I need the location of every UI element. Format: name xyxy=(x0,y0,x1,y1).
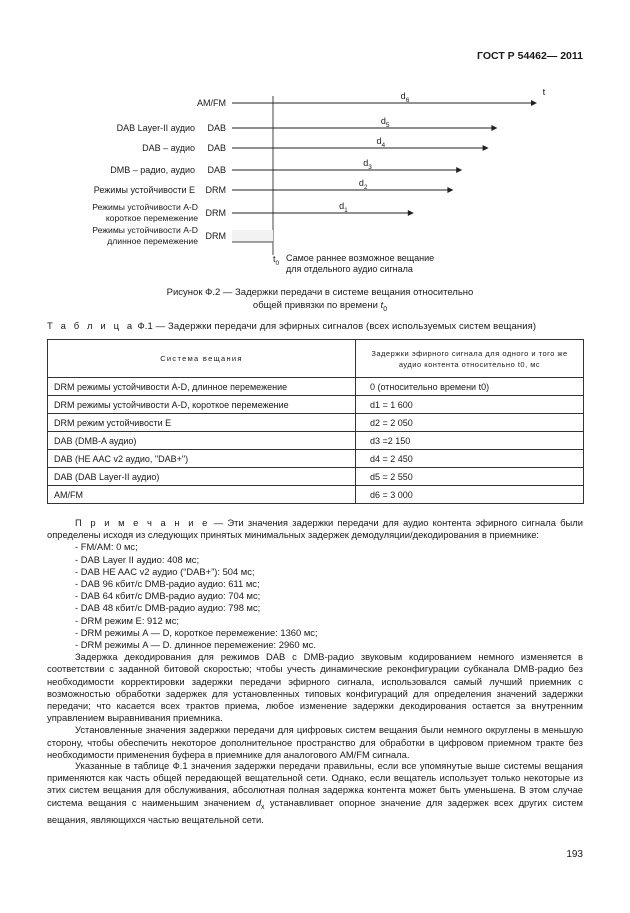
table-cell-delay: d4 = 2 450 xyxy=(356,450,584,468)
row-system: DRM xyxy=(205,185,226,195)
row-label: Режимы устойчивости A-D xyxy=(92,202,198,212)
arrow-head xyxy=(408,210,414,216)
row-system: DRM xyxy=(205,208,226,218)
row-label: AM/FM xyxy=(197,98,226,108)
row-system: DAB xyxy=(207,165,226,175)
row-label: Режимы устойчивости E xyxy=(93,185,195,195)
table-row xyxy=(48,486,584,504)
table-cell-system: DAB (DMB-A аудио) xyxy=(48,432,356,450)
main-paragraph: Указанные в таблице Ф.1 значения задержки передачи правильны, если все упомянутые выше системы вещания применяются как часть общей передающей вещательной сети. Однако, если вещатель использует только некоторые из этих систем вещания для обслуживания, абсолютная полная задержка контента может быть уменьшена. В этом случае система вещания с наименьшим значением $d_x$ устанавливает опорное значение для задержек всех других систем вещания, являющихся частью вещательной сети. xyxy=(47,760,583,825)
t0-label: $t_0$ xyxy=(273,254,280,267)
t0-note-line2: для отдельного аудио сигнала xyxy=(286,264,413,274)
arrow-head xyxy=(456,167,462,173)
row-label: DAB – аудио xyxy=(142,143,195,153)
delay-table xyxy=(47,339,584,504)
note-list-item: - FM/AM: 0 мс; xyxy=(75,541,138,553)
note-list-item: - DAB 48 кбит/с DMB-радио аудио: 798 мс; xyxy=(75,602,261,614)
row-label: длинное перемежение xyxy=(107,236,198,246)
note-block xyxy=(47,517,583,761)
delay-label: $d_4$ xyxy=(376,136,386,149)
table-cell-delay: 0 (относительно времени t0) xyxy=(356,378,584,396)
row-label: Режимы устойчивости A-D xyxy=(92,225,198,235)
t0-note-line1: Самое раннее возможное вещание xyxy=(286,253,435,263)
note-para1: Задержка декодирования для режимов DAB с DMB-радио звуковым кодированием немного изменяется в соответствии с заданной битовой скоростью; чтобы учесть динамические реконфигурации субканала DMB-радио без необходимости корректировки задержки передачи эфирного сигнала, использовался самый лучший приемник с возможностью обработки задержек для установленных типовых конфигураций для определения значений задержки передачи; что касается всех трактов приема, любое изменение задержки декодирования остается за внутренним управлением выравнивания приемника. xyxy=(47,651,583,724)
table-cell-system: DAB (HE AAC v2 аудио, "DAB+") xyxy=(48,450,356,468)
row-system: DAB xyxy=(207,123,226,133)
note-list-item: - DAB HE AAC v2 аудио (“DAB+”): 504 мс; xyxy=(75,565,255,577)
page-number: 193 xyxy=(566,849,583,860)
note-text: — Эти значения задержки передачи для аудио контента эфирного сигнала были определены исходя из следующих принятых минимальных задержек демодуляции/декодирования в приемнике: xyxy=(47,517,583,541)
note-list-item: - DAB Layer II аудио: 408 мс; xyxy=(75,553,200,565)
note-label: П р и м е ч а н и е xyxy=(75,517,210,528)
note-list-item: - DAB 96 кбит/с DMB-радио аудио: 611 мс; xyxy=(75,578,260,590)
table-header-system: Система вещания xyxy=(48,340,356,378)
table-cell-system: DAB (DAB Layer-II аудио) xyxy=(48,468,356,486)
arrow-head xyxy=(447,187,453,193)
table-cell-system: DRM режимы устойчивости A-D, длинное перемежение xyxy=(48,378,356,396)
table-cell-delay: d5 = 2 550 xyxy=(356,468,584,486)
note-list xyxy=(47,541,583,651)
delay-label: $d_1$ xyxy=(339,201,348,214)
table-row xyxy=(48,378,584,396)
document-id: ГОСТ Р 54462— 2011 xyxy=(477,50,583,62)
note-list-item: - DRM режимы A — D. длинное перемежение: 2960 мс. xyxy=(75,639,316,651)
delay-label: $d_2$ xyxy=(358,178,368,191)
arrow-head xyxy=(531,100,537,106)
table-row xyxy=(48,468,584,486)
zero-delay-box xyxy=(232,230,273,242)
table-cell-delay: d3 =2 150 xyxy=(356,432,584,450)
time-axis-label: t xyxy=(542,87,546,98)
row-system: DRM xyxy=(205,231,226,241)
table-cell-system: AM/FM xyxy=(48,486,356,504)
note-list-item: - DAB 64 кбит/с DMB-радио аудио: 704 мс; xyxy=(75,590,261,602)
table-cell-delay: d6 = 3 000 xyxy=(356,486,584,504)
row-label: короткое перемежение xyxy=(105,213,198,223)
table-cell-delay: d1 = 1 600 xyxy=(356,396,584,414)
row-system: DAB xyxy=(207,143,226,153)
delay-diagram xyxy=(0,0,630,280)
table-row xyxy=(48,396,584,414)
table-cell-delay: d2 = 2 050 xyxy=(356,414,584,432)
note-list-item: - DRM режимы A — D, короткое перемежение: 1360 мс; xyxy=(75,626,318,638)
table-caption: Т а б л и ц а Ф.1 — Задержки передачи для эфирных сигналов (всех используемых систем вещания) xyxy=(47,321,537,332)
table-cell-system: DRM режимы устойчивости A-D, короткое перемежение xyxy=(48,396,356,414)
row-label: DAB Layer-II аудио xyxy=(116,123,195,133)
delay-label: $d_5$ xyxy=(380,116,390,129)
delay-label: $d_3$ xyxy=(363,158,372,171)
table-row xyxy=(48,450,584,468)
arrow-head xyxy=(491,125,497,131)
table-row xyxy=(48,432,584,450)
figure-caption xyxy=(60,286,580,316)
table-cell-system: DRM режим устойчивости E xyxy=(48,414,356,432)
table-header-delay: Задержки эфирного сигнала для одного и того же аудио контента относительно t0, мс xyxy=(356,340,584,378)
delay-label: $d_6$ xyxy=(400,91,410,104)
arrow-head xyxy=(483,145,489,151)
figure-caption-line1: Рисунок Ф.2 — Задержки передачи в системе вещания относительно xyxy=(166,287,474,298)
note-list-item: - DRM режим E: 912 мс; xyxy=(75,614,180,626)
figure-caption-line2: общей привязки по времени $t_0$ xyxy=(252,300,388,313)
table-row xyxy=(48,414,584,432)
row-label: DMB – радио, аудио xyxy=(110,165,195,175)
note-para2: Установленные значения задержки передачи для цифровых систем вещания были немного округлены в меньшую сторону, чтобы обеспечить некоторое дополнительное пространство для обработки в цифровом приемном тракте без необходимости применения буфера в приемнике для аналогового AM/FM сигнала. xyxy=(47,724,583,760)
